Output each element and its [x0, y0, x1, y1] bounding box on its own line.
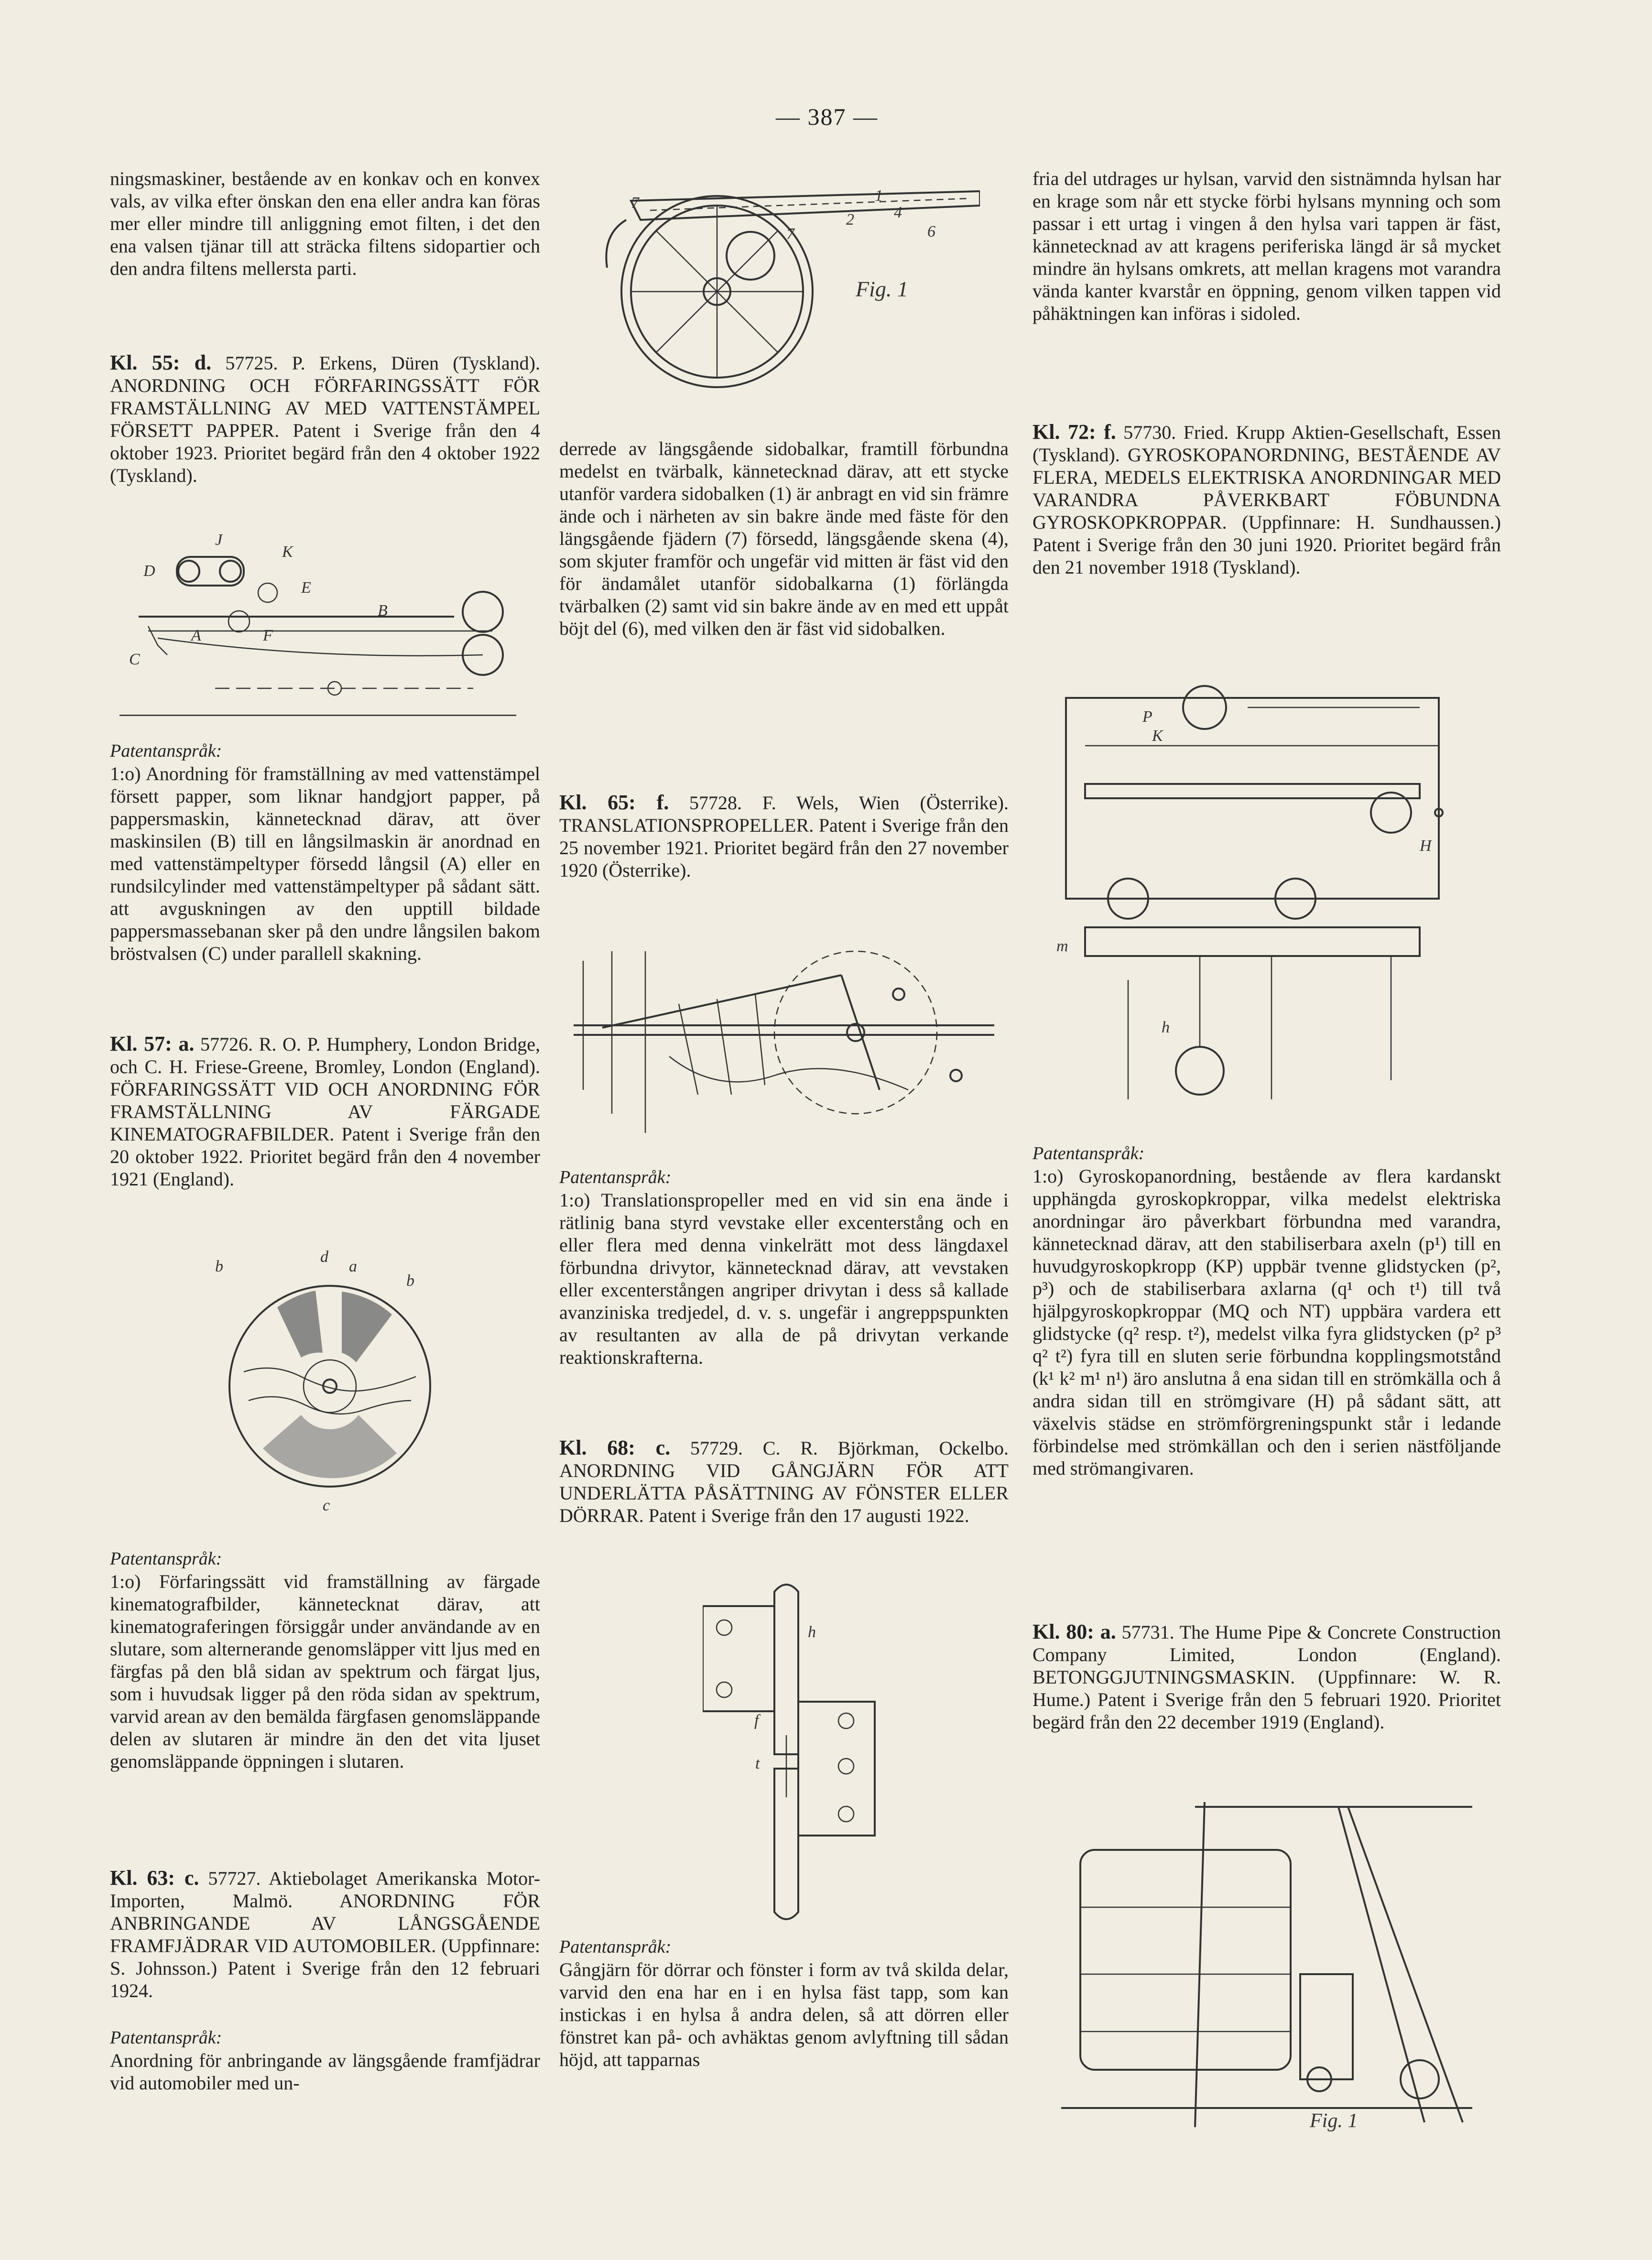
figure-80a: [1052, 1793, 1482, 2137]
class-heading: Kl. 72: f.: [1032, 420, 1116, 444]
patent-body: 57729. C. R. Björkman, Ockelbo. ANORDNING VID GÅNGJÄRN FÖR ATT UNDERLÄTTA PÅSÄTTNING AV FÖNSTER ELLER DÖRRAR. Patent i Sverige från den 17 augusti 1922.: [559, 1437, 1009, 1526]
class-heading: Kl. 55: d.: [110, 351, 212, 374]
claim-65f: Patentanspråk: 1:o) Translationspropeller med en vid sin ena ände i rätlinig bana styrd vevstake eller excenterstång och en eller flera med denna vinkelrätt mot dess längdaxel förbundna drivytor, kännetecknad därav, att vevstaken eller excenterstången angriper drivytan i dess så kallade avanziniska tredjedel, d. v. s. ungefär i angreppspunkten av resultanten av alla de på drivytan verkande reaktionskrafterna.: [559, 1167, 1009, 1368]
fig-caption: Fig. 1: [1310, 2110, 1358, 2132]
patent-body: 57731. The Hume Pipe & Concrete Construction Company Limited, London (England). BETONGGJUTNINGSMASKIN. (Uppfinnare: W. R. Hume.) Patent i Sverige från den 5 februari 1920. Prioritet begärd från den 22 december 1919 (England).: [1032, 1621, 1501, 1733]
patent-72f: [1032, 421, 1501, 578]
patent-body: 57727. Aktiebolaget Amerikanska Motor-Importen, Malmö. ANORDNING FÖR ANBRINGANDE AV LÅNGSGÅENDE FRAMFJÄDRAR VID AUTOMOBILER. (Uppfinnare: S. Johnsson.) Patent i Sverige från den 12 februari 1924.: [110, 1868, 541, 2001]
figure-63c: [588, 172, 980, 421]
fig-label: 4: [894, 204, 902, 221]
patent-body: 57725. P. Erkens, Düren (Tyskland). ANORDNING OCH FÖRFARINGSSÄTT FÖR FRAMSTÄLLNING AV MED VATTENSTÄMPEL FÖRSETT PAPPER. Patent i Sverige från den 4 oktober 1923. Prioritet begärd från den 4 oktober 1922 (Tyskland).: [110, 352, 540, 486]
patent-63c-cont: derrede av längsgående sidobalkar, framtill förbundna medelst en tvärbalk, kännetecknad därav, att ett stycke utanför vardera sidobalken (1) är anbragt en vid sin främre ände och i närheten av sin bakre ände med fäste för den längsgående fjädern (7) försedd, längsgående skena (4), som skjuter framför och ungefär vid mitten är fäst vid den för ändamålet utanför sidobalkarna (1) förlängda tvärbalken (2) samt vid sin bakre ände av en med ett uppåt böjt del (6), med vilken den är fäst vid sidobalken.: [559, 438, 1009, 639]
intro-text: ningsmaskiner, bestående av en konkav och en konvex vals, av vilka efter önskan den ena eller andra kan föras mer eller mindre till anliggning emot filten, i det den ena valsen tjänar till att sträcka filtens sidopartier och den andra filtens mellersta parti.: [110, 168, 540, 279]
patent-80a: [1032, 1620, 1501, 1733]
fig-label: D: [143, 562, 155, 580]
fig-label: J: [215, 531, 223, 549]
figure-72f: [1056, 669, 1467, 1119]
patent-57a: [110, 1032, 540, 1190]
fig-label: b: [215, 1258, 223, 1275]
patent-body: 57728. F. Wels, Wien (Österrike). TRANSLATIONSPROPELLER. Patent i Sverige från den 25 november 1921. Prioritet begärd från den 27 november 1920 (Österrike).: [559, 792, 1009, 881]
figure-rule: [120, 715, 516, 716]
figure-57a: [206, 1248, 454, 1515]
figure-65f: [574, 932, 1004, 1152]
fig-label: a: [349, 1258, 357, 1275]
claim-55d: Patentanspråk: 1:o) Anordning för framställning av med vattenstämpel försett papper, som liknar handgjort papper, på pappersmaskin, kännetecknad därav, att över maskinsilen (B) till en långsilmaskin är anordnad en med vattenstämpeltyper försedd långsil (A) eller en rundsilcylinder med vattenstämpeltyper på sådant sätt. att avguskningen av den upptill bildade pappersmassebanan sker på den undre långsilen bakom bröstvalsen (C) under parallell skakning.: [110, 741, 540, 964]
fig-label: h: [1162, 1019, 1170, 1036]
fig-label: K: [282, 543, 293, 561]
patent-65f: [559, 791, 1009, 881]
class-heading: Kl. 68: c.: [559, 1436, 671, 1459]
fig-label: c: [323, 1497, 330, 1514]
fig-label: m: [1056, 937, 1068, 955]
fig-label: C: [129, 651, 140, 668]
patent-body: 57730. Fried. Krupp Aktien-Gesellschaft, Essen (Tyskland). GYROSKOPANORDNING, BESTÅENDE AV FLERA, MEDELS ELEKTRISKA ANORDNINGAR MED VARANDRA PÅVERKBART FÖBUNDNA GYROSKOPKROPPAR. (Uppfinnare: H. Sundhaussen.) Patent i Sverige från den 30 juni 1920. Prioritet begärd från den 21 november 1918 (Tyskland).: [1032, 422, 1501, 578]
fig-label: 7: [786, 225, 794, 243]
class-heading: Kl. 80: a.: [1032, 1620, 1116, 1643]
patent-68c-cont: fria del utdrages ur hylsan, varvid den sistnämnda hylsan har en krage som når ett stycke förbi hylsans mynning och som passar i ett urtag i vingen å den hylsa vari tappen är fäst, kännetecknad av att kragens periferiska längd är så mycket mindre än hylsans omkrets, att mellan kragens mot varandra vända kanter kvarstår en öppning, genom vilken tappen vid påhäktningen kan införas i sidoled.: [1032, 168, 1501, 324]
fig-label: P: [1142, 708, 1152, 726]
fig-label: 2: [846, 211, 854, 228]
fig-label: 6: [927, 223, 935, 240]
class-heading: Kl. 63: c.: [110, 1866, 199, 1890]
fig-label: F: [263, 627, 273, 644]
fig-label: E: [301, 579, 311, 597]
class-heading: Kl. 65: f.: [559, 791, 669, 814]
figure-68c: [703, 1577, 884, 1922]
fig-label: 1: [875, 187, 883, 205]
fig-label: b: [406, 1272, 414, 1290]
fig-label: H: [1420, 837, 1432, 855]
page-number: — 387 —: [776, 103, 878, 130]
claim-57a: Patentanspråk: 1:o) Förfaringssätt vid framställning av färgade kinematografbilder, kännetecknat därav, att kinematograferingen försiggår under användande av en slutare, som alternerande genomsläpper vitt ljus med en färgfas på den blå sidan av spektrum och färgat ljus, som i huvudsak ligger på den röda sidan av spektrum, varvid arean av den bemälda färgfasen genomsläppande delen av slutaren är mindre än den det vita ljuset genomsläppande öppningen i slutaren.: [110, 1549, 540, 1772]
fig-caption: Fig. 1: [856, 277, 908, 301]
patent-68c: [559, 1436, 1009, 1527]
fig-label: d: [320, 1248, 328, 1266]
fig-label: f: [754, 1712, 759, 1729]
patent-55d: [110, 351, 540, 487]
fig-label: A: [191, 627, 201, 644]
claim-68c: Patentanspråk: Gångjärn för dörrar och fönster i form av två skilda delar, varvid den ena har en i en hylsa fäst tapp, som kan instickas i en hylsa å andra delen, så att dörren eller fönstret kan på- och avhäktas genom avlyftning till sådan höjd, att tapparnas: [559, 1937, 1009, 2070]
fig-label: B: [378, 602, 388, 619]
claim-72f: Patentanspråk: 1:o) Gyroskopanordning, bestående av flera kardanskt upphängda gyroskopkroppar, vilka medelst elektriska anordningar äro påverkbart förbundna med varandra, kännetecknad därav, att den stabiliserbara axeln (p¹) till en huvudgyroskopkropp (KP) uppbär tvenne glidstycken (p², p³) och de stabiliserbara axlarna (q¹ och t¹) till två hjälpgyroskopkroppar (MQ och NT) uppbära vardera ett glidstycke (q² resp. t²), medelst vilka fyra glidstycken (p² p³ q² t²) fyra till en sluten serie förbundna kopplingsmotstånd (k¹ k² m¹ n¹) äro anslutna å ena sidan till en strömkälla och å andra sidan till en strömgivare (H) på sådant sätt, att växelvis städse en strömförgreningspunkt står i ledande förbindelse med strömkällan och den i serien nästföljande med strömangivaren.: [1032, 1143, 1501, 1479]
class-heading: Kl. 57: a.: [110, 1032, 195, 1055]
figure-55d: [120, 531, 526, 712]
patent-body: 57726. R. O. P. Humphery, London Bridge, och C. H. Friese-Greene, Bromley, London (England). FÖRFARINGSSÄTT VID OCH ANORDNING FÖR FRAMSTÄLLNING AV FÄRGADE KINEMATOGRAFBILDER. Patent i Sverige från den 20 oktober 1922. Prioritet begärd från den 4 november 1921 (England).: [110, 1033, 541, 1190]
patent-63c: [110, 1867, 540, 2002]
fig-label: 7: [631, 194, 639, 212]
fig-label: K: [1152, 727, 1163, 745]
fig-label: t: [755, 1755, 760, 1772]
claim-63c: Patentanspråk: Anordning för anbringande av längsgående framfjädrar vid automobiler med un-: [110, 2028, 540, 2094]
fig-label: h: [808, 1623, 816, 1641]
